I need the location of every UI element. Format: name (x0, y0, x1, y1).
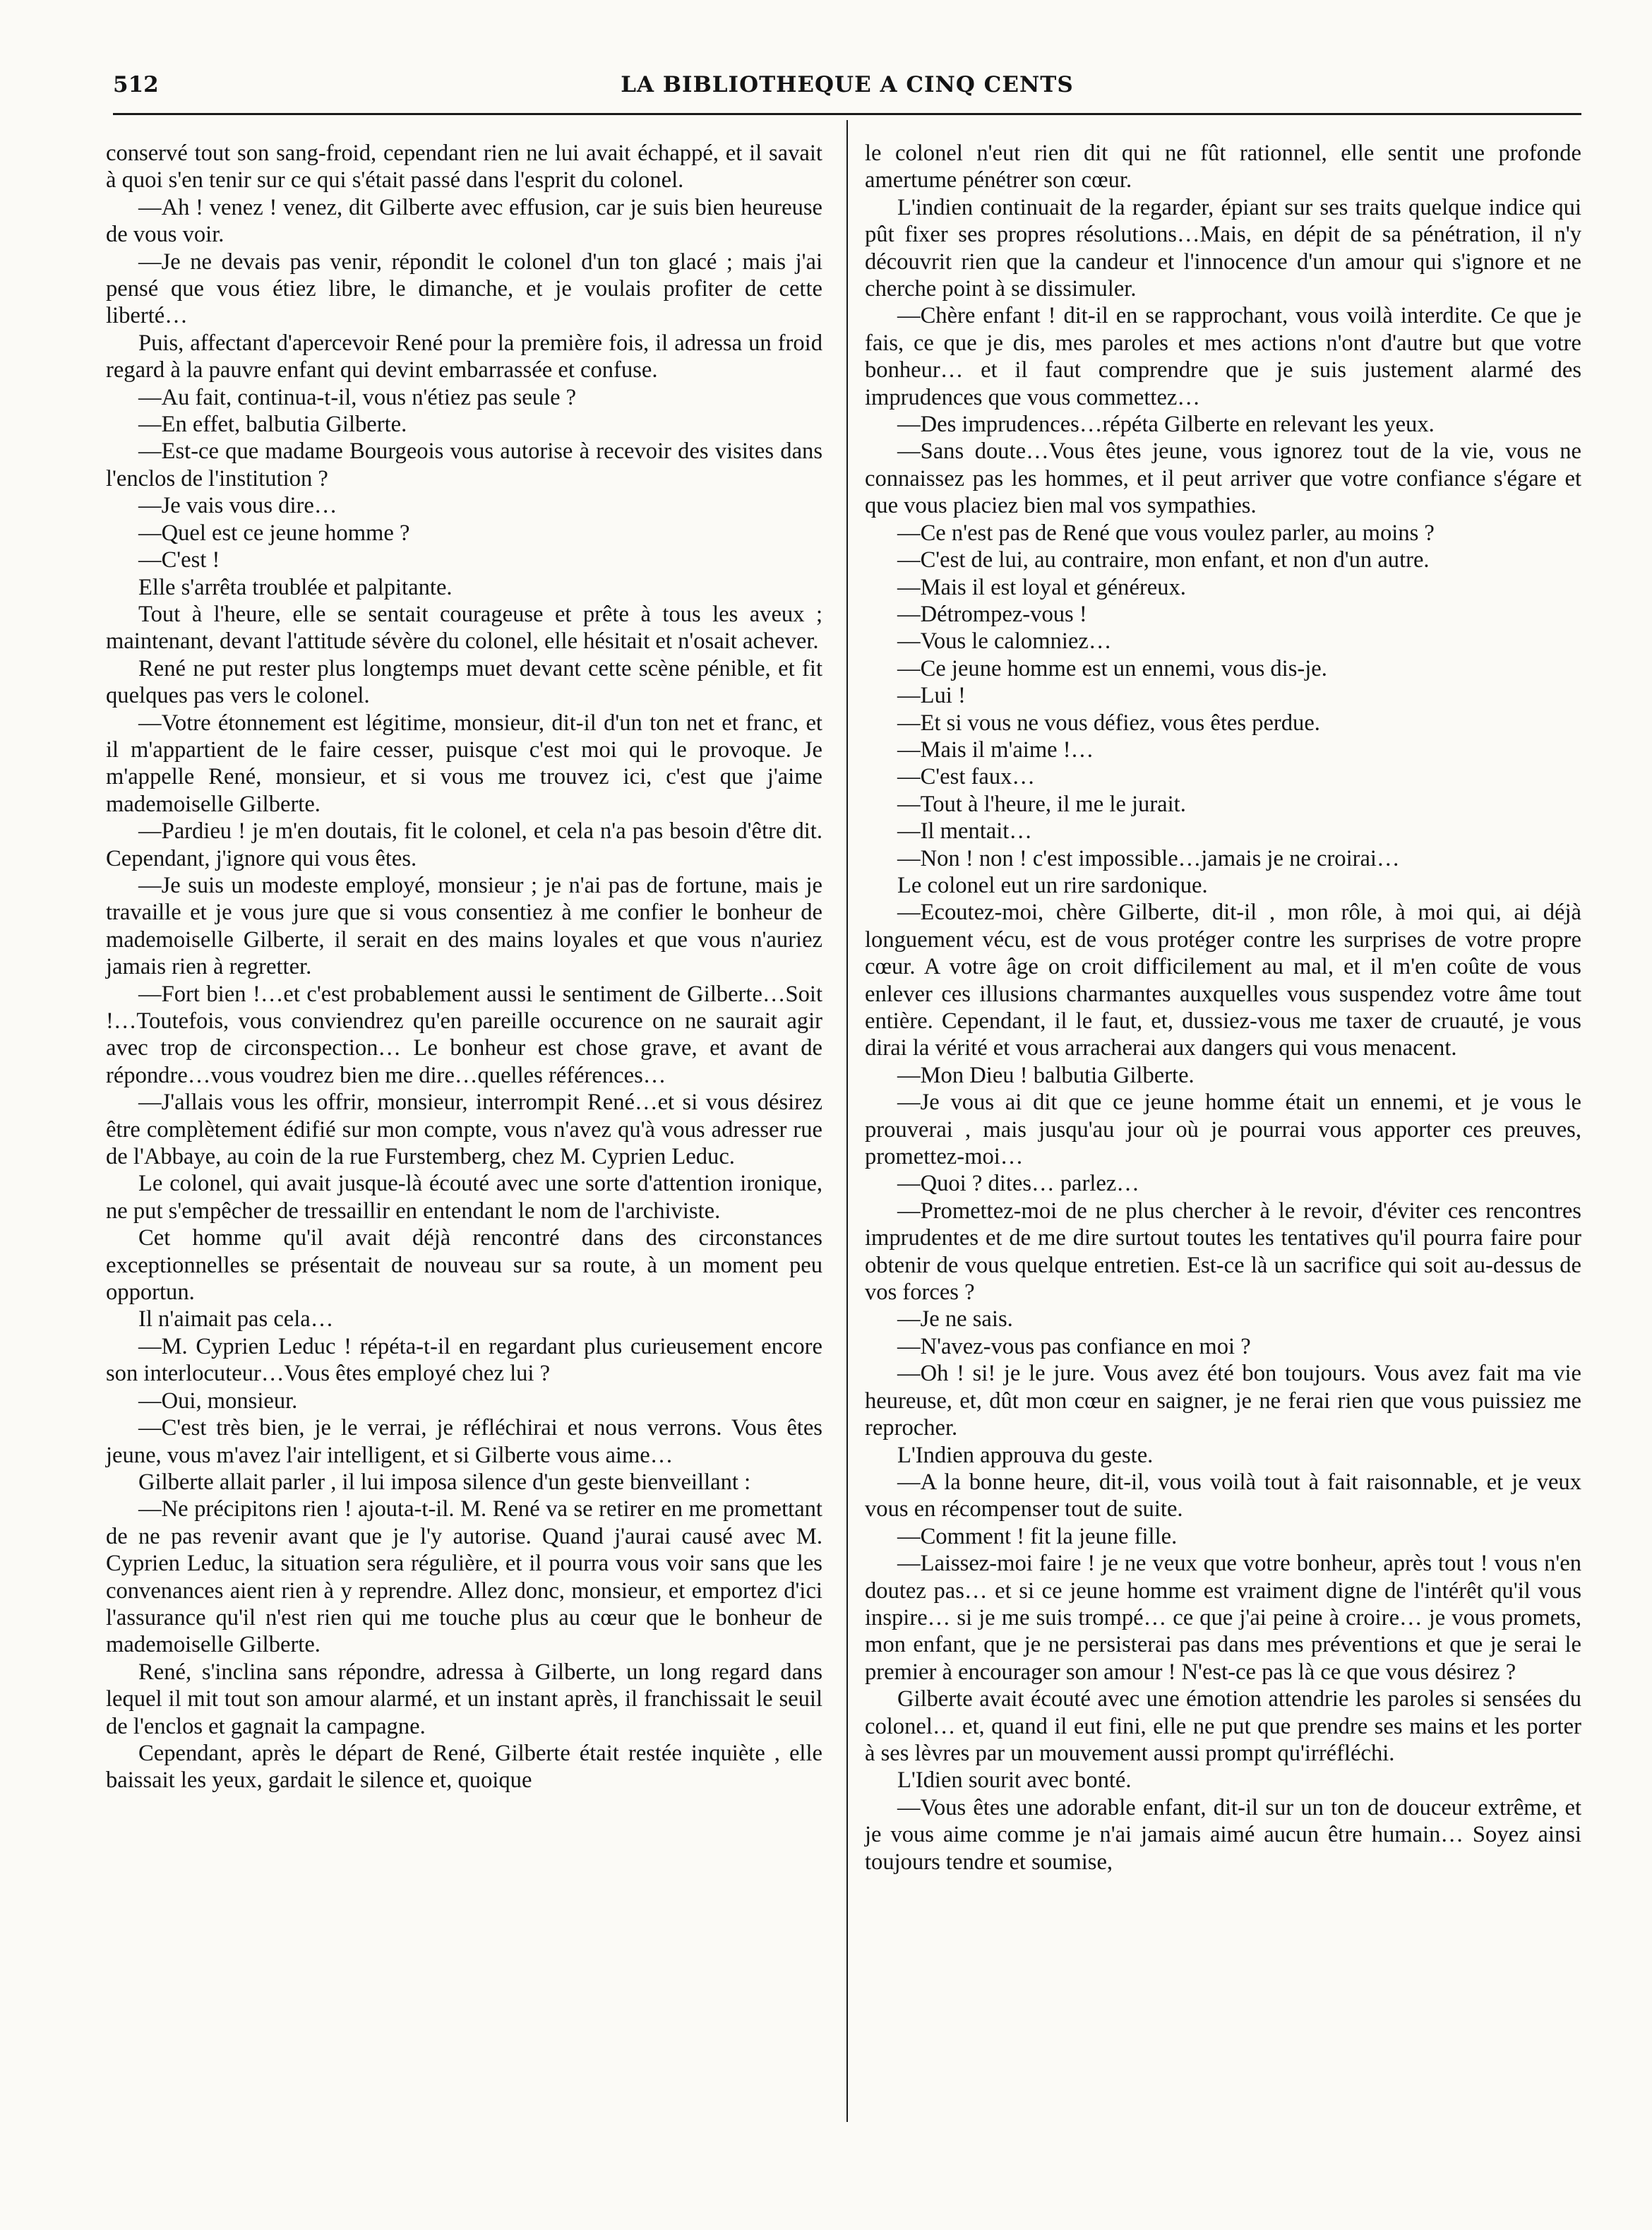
paragraph: Il n'aimait pas cela… (138, 1306, 334, 1332)
column-divider (846, 120, 848, 2122)
paragraph: —Vous le calomniez… (897, 628, 1112, 655)
paragraph: —Ah ! venez ! venez, dit Gilberte avec effusion, car je suis bien heureuse de vous voir. (106, 194, 822, 248)
paragraph: conservé tout son sang-froid, cependant rien ne lui avait échappé, et il savait à quoi s'en tenir sur ce qui s'était passé dans l'esprit du colonel. (106, 141, 822, 193)
paragraph: —Est-ce que madame Bourgeois vous autorise à recevoir des visites dans l'enclos de l'institution ? (106, 439, 822, 491)
paragraph: —Au fait, continua-t-il, vous n'étiez pas seule ? (138, 384, 577, 410)
paragraph: —En effet, balbutia Gilberte. (138, 412, 407, 438)
paragraph: —Détrompez-vous ! (897, 601, 1087, 627)
paragraph: —Quoi ? dites… parlez… (897, 1171, 1139, 1197)
paragraph: —Tout à l'heure, il me le jurait. (897, 791, 1186, 817)
paragraph: —C'est ! (138, 547, 220, 573)
paragraph: —Oh ! si! je le jure. Vous avez été bon toujours. Vous avez fait ma vie heureuse, et, dût mon cœur en saigner, je ne ferai rien que vous puissiez me reprocher. (865, 1361, 1581, 1441)
paragraph: Cependant, après le départ de René, Gilberte était restée inquiète , elle baissait les yeux, gardait le silence et, quoique (106, 1740, 822, 1794)
right-column (865, 140, 1581, 1876)
paragraph: —Votre étonnement est légitime, monsieur, dit-il d'un ton net et franc, et il m'appartient de le faire cesser, puisque c'est moi qui le provoque. Je m'appelle René, monsieur, et si vous me trouvez ici, c'est que j'aime mademoiselle Gilberte. (106, 710, 822, 817)
running-title: LA BIBLIOTHEQUE A CINQ CENTS (621, 72, 1074, 97)
paragraph: —Non ! non ! c'est impossible…jamais je ne croirai… (897, 845, 1400, 871)
paragraph: le colonel n'eut rien dit qui ne fût rationnel, elle sentit une profonde amertume pénétrer son cœur. (865, 141, 1581, 193)
paragraph: —Je ne devais pas venir, répondit le colonel d'un ton glacé ; mais j'ai pensé que vous étiez libre, le dimanche, et je voulais profiter de cette liberté… (106, 249, 822, 329)
paragraph: —Il mentait… (897, 818, 1032, 845)
paragraph: René ne put rester plus longtemps muet devant cette scène pénible, et fit quelques pas vers le colonel. (106, 655, 822, 709)
page-header (113, 62, 1581, 105)
header-rule (113, 113, 1581, 115)
left-column (106, 140, 822, 1794)
paragraph: Le colonel, qui avait jusque-là écouté avec une sorte d'attention ironique, ne put s'empêcher de tressaillir en entendant le nom de l'archiviste. (106, 1171, 822, 1224)
paragraph: —Je vous ai dit que ce jeune homme était un ennemi, et je vous le prouverai , mais jusqu'au jour où je pourrai vous apporter ces preuves, promettez-moi… (865, 1090, 1581, 1170)
paragraph: —Je ne sais. (897, 1306, 1013, 1332)
paragraph: Tout à l'heure, elle se sentait courageuse et prête à tous les aveux ; maintenant, devant l'attitude sévère du colonel, elle hésitait et n'osait achever. (106, 601, 822, 655)
paragraph: —Lui ! (897, 683, 966, 709)
paragraph: René, s'inclina sans répondre, adressa à Gilberte, un long regard dans lequel il mit tout son amour alarmé, et un instant après, il franchissait le seuil de l'enclos et gagnait la campagne. (106, 1659, 822, 1739)
paragraph: —C'est très bien, je le verrai, je réfléchirai et nous verrons. Vous êtes jeune, vous m'avez l'air intelligent, et si Gilberte vous aime… (106, 1415, 822, 1468)
paragraph: —Ce n'est pas de René que vous voulez parler, au moins ? (897, 520, 1435, 546)
paragraph: —M. Cyprien Leduc ! répéta-t-il en regardant plus curieusement encore son interlocuteur…Vous êtes employé chez lui ? (106, 1333, 822, 1387)
paragraph: —Ne précipitons rien ! ajouta-t-il. M. René va se retirer en me promettant de ne pas revenir avant que je l'y autorise. Quand j'aurai causé avec M. Cyprien Leduc, la situation sera régulière, et il pourra vous voir sans que les convenances aient rien à y reprendre. Allez donc, monsieur, et emportez d'ici l'assurance qu'il n'est rien qui me touche plus au cœur que le bonheur de mademoiselle Gilberte. (106, 1496, 822, 1658)
paragraph: —Chère enfant ! dit-il en se rapprochant, vous voilà interdite. Ce que je fais, ce que je dis, mes paroles et mes actions n'ont d'autre but que votre bonheur… et il faut comprendre que je suis justement alarmé des imprudences que vous commettez… (865, 303, 1581, 410)
paragraph: —Des imprudences…répéta Gilberte en relevant les yeux. (897, 412, 1435, 438)
paragraph: —J'allais vous les offrir, monsieur, interrompit René…et si vous désirez être complètement édifié sur mon compte, vous n'avez qu'à vous adresser rue de l'Abbaye, au coin de la rue Furstemberg, chez M. Cyprien Leduc. (106, 1090, 822, 1170)
paragraph: Cet homme qu'il avait déjà rencontré dans des circonstances exceptionnelles se présentait de nouveau sur sa route, à un moment peu opportun. (106, 1225, 822, 1306)
paragraph: —Pardieu ! je m'en doutais, fit le colonel, et cela n'a pas besoin d'être dit. Cependant, j'ignore qui vous êtes. (106, 818, 822, 871)
paragraph: —Mais il est loyal et généreux. (897, 574, 1186, 600)
paragraph: —Oui, monsieur. (138, 1388, 298, 1414)
paragraph: L'Indien approuva du geste. (897, 1442, 1154, 1468)
paragraph: —Quel est ce jeune homme ? (138, 520, 410, 546)
paragraph: —Ecoutez-moi, chère Gilberte, dit-il , mon rôle, à moi qui, ai déjà longuement vécu, est de vous protéger contre les surprises de votre propre cœur. A votre âge on croit difficilement au mal, et il m'en coûte de vous enlever ces illusions charmantes auxquelles vous suspendez votre âme tout entière. Cependant, il le faut, et, dussiez-vous me taxer de cruauté, je vous dirai la vérité et vous arracherai aux dangers qui vous menacent. (865, 900, 1581, 1061)
paragraph: —Laissez-moi faire ! je ne veux que votre bonheur, après tout ! vous n'en doutez pas… et si ce jeune homme est vraiment digne de l'intérêt qu'il vous inspire… si je me suis trompé… ce que j'ai peine à croire… je vous promets, mon enfant, que je ne persisterai pas dans mes préventions et que je serai le premier à encourager son amour ! N'est-ce pas là ce que vous désirez ? (865, 1551, 1581, 1685)
paragraph: —C'est de lui, au contraire, mon enfant, et non d'un autre. (897, 547, 1430, 573)
paragraph: —Je suis un modeste employé, monsieur ; je n'ai pas de fortune, mais je travaille et je vous jure que si vous consentiez à me confier le bonheur de mademoiselle Gilberte, il serait en des mains loyales et que vous n'auriez jamais rien à regretter. (106, 872, 822, 980)
paragraph: —Comment ! fit la jeune fille. (897, 1523, 1178, 1549)
paragraph: —Fort bien !…et c'est probablement aussi le sentiment de Gilberte…Soit !…Toutefois, vous conviendrez qu'en pareille occurence on ne saurait agir avec trop de circonspection… Le bonheur est chose grave, et avant de répondre…vous voudrez bien me dire…quelles références… (106, 981, 822, 1088)
paragraph: —Je vais vous dire… (138, 493, 337, 519)
paragraph: Puis, affectant d'apercevoir René pour la première fois, il adressa un froid regard à la pauvre enfant qui devint embarrassée et confuse. (106, 330, 822, 383)
paragraph: —Promettez-moi de ne plus chercher à le revoir, d'éviter ces rencontres imprudentes et de me dire surtout toutes les tentatives qu'il pourra faire pour obtenir de vous quelque entretien. Est-ce là un sacrifice qui soit au-dessus de vos forces ? (865, 1198, 1581, 1306)
paragraph: —Mais il m'aime !… (897, 737, 1094, 763)
paragraph: L'indien continuait de la regarder, épiant sur ses traits quelque indice qui pût fixer ses propres résolutions…Mais, en dépit de sa pénétration, il n'y découvrit rien que la candeur et l'innocence d'un amour qui s'ignore et ne cherche point à se dissimuler. (865, 194, 1581, 302)
paragraph: Gilberte avait écouté avec une émotion attendrie les paroles si sensées du colonel… et, quand il eut fini, elle ne put que prendre ses mains et les porter à ses lèvres par un mouvement aussi prompt qu'irréfléchi. (865, 1686, 1581, 1766)
paragraph: —Sans doute…Vous êtes jeune, vous ignorez tout de la vie, vous ne connaissez pas les hommes, et il peut arriver que votre confiance s'égare et que vous placiez bien mal vos sympathies. (865, 439, 1581, 519)
paragraph: —Vous êtes une adorable enfant, dit-il sur un ton de douceur extrême, et je vous aime comme je n'ai jamais aimé aucun être humain… Soyez ainsi toujours tendre et soumise, (865, 1794, 1581, 1875)
paragraph: —Mon Dieu ! balbutia Gilberte. (897, 1062, 1195, 1088)
paragraph: Elle s'arrêta troublée et palpitante. (138, 574, 453, 600)
paragraph: —Ce jeune homme est un ennemi, vous dis-je. (897, 655, 1327, 681)
page-number: 512 (113, 72, 159, 97)
paragraph: —Et si vous ne vous défiez, vous êtes perdue. (897, 710, 1320, 736)
paragraph: —A la bonne heure, dit-il, vous voilà tout à fait raisonnable, et je veux vous en récompenser tout de suite. (865, 1469, 1581, 1522)
paragraph: L'Idien sourit avec bonté. (897, 1767, 1132, 1794)
paragraph: Le colonel eut un rire sardonique. (897, 872, 1208, 898)
paragraph: —N'avez-vous pas confiance en moi ? (897, 1333, 1251, 1359)
paragraph: Gilberte allait parler , il lui imposa silence d'un geste bienveillant : (138, 1469, 751, 1495)
paragraph: —C'est faux… (897, 764, 1035, 790)
